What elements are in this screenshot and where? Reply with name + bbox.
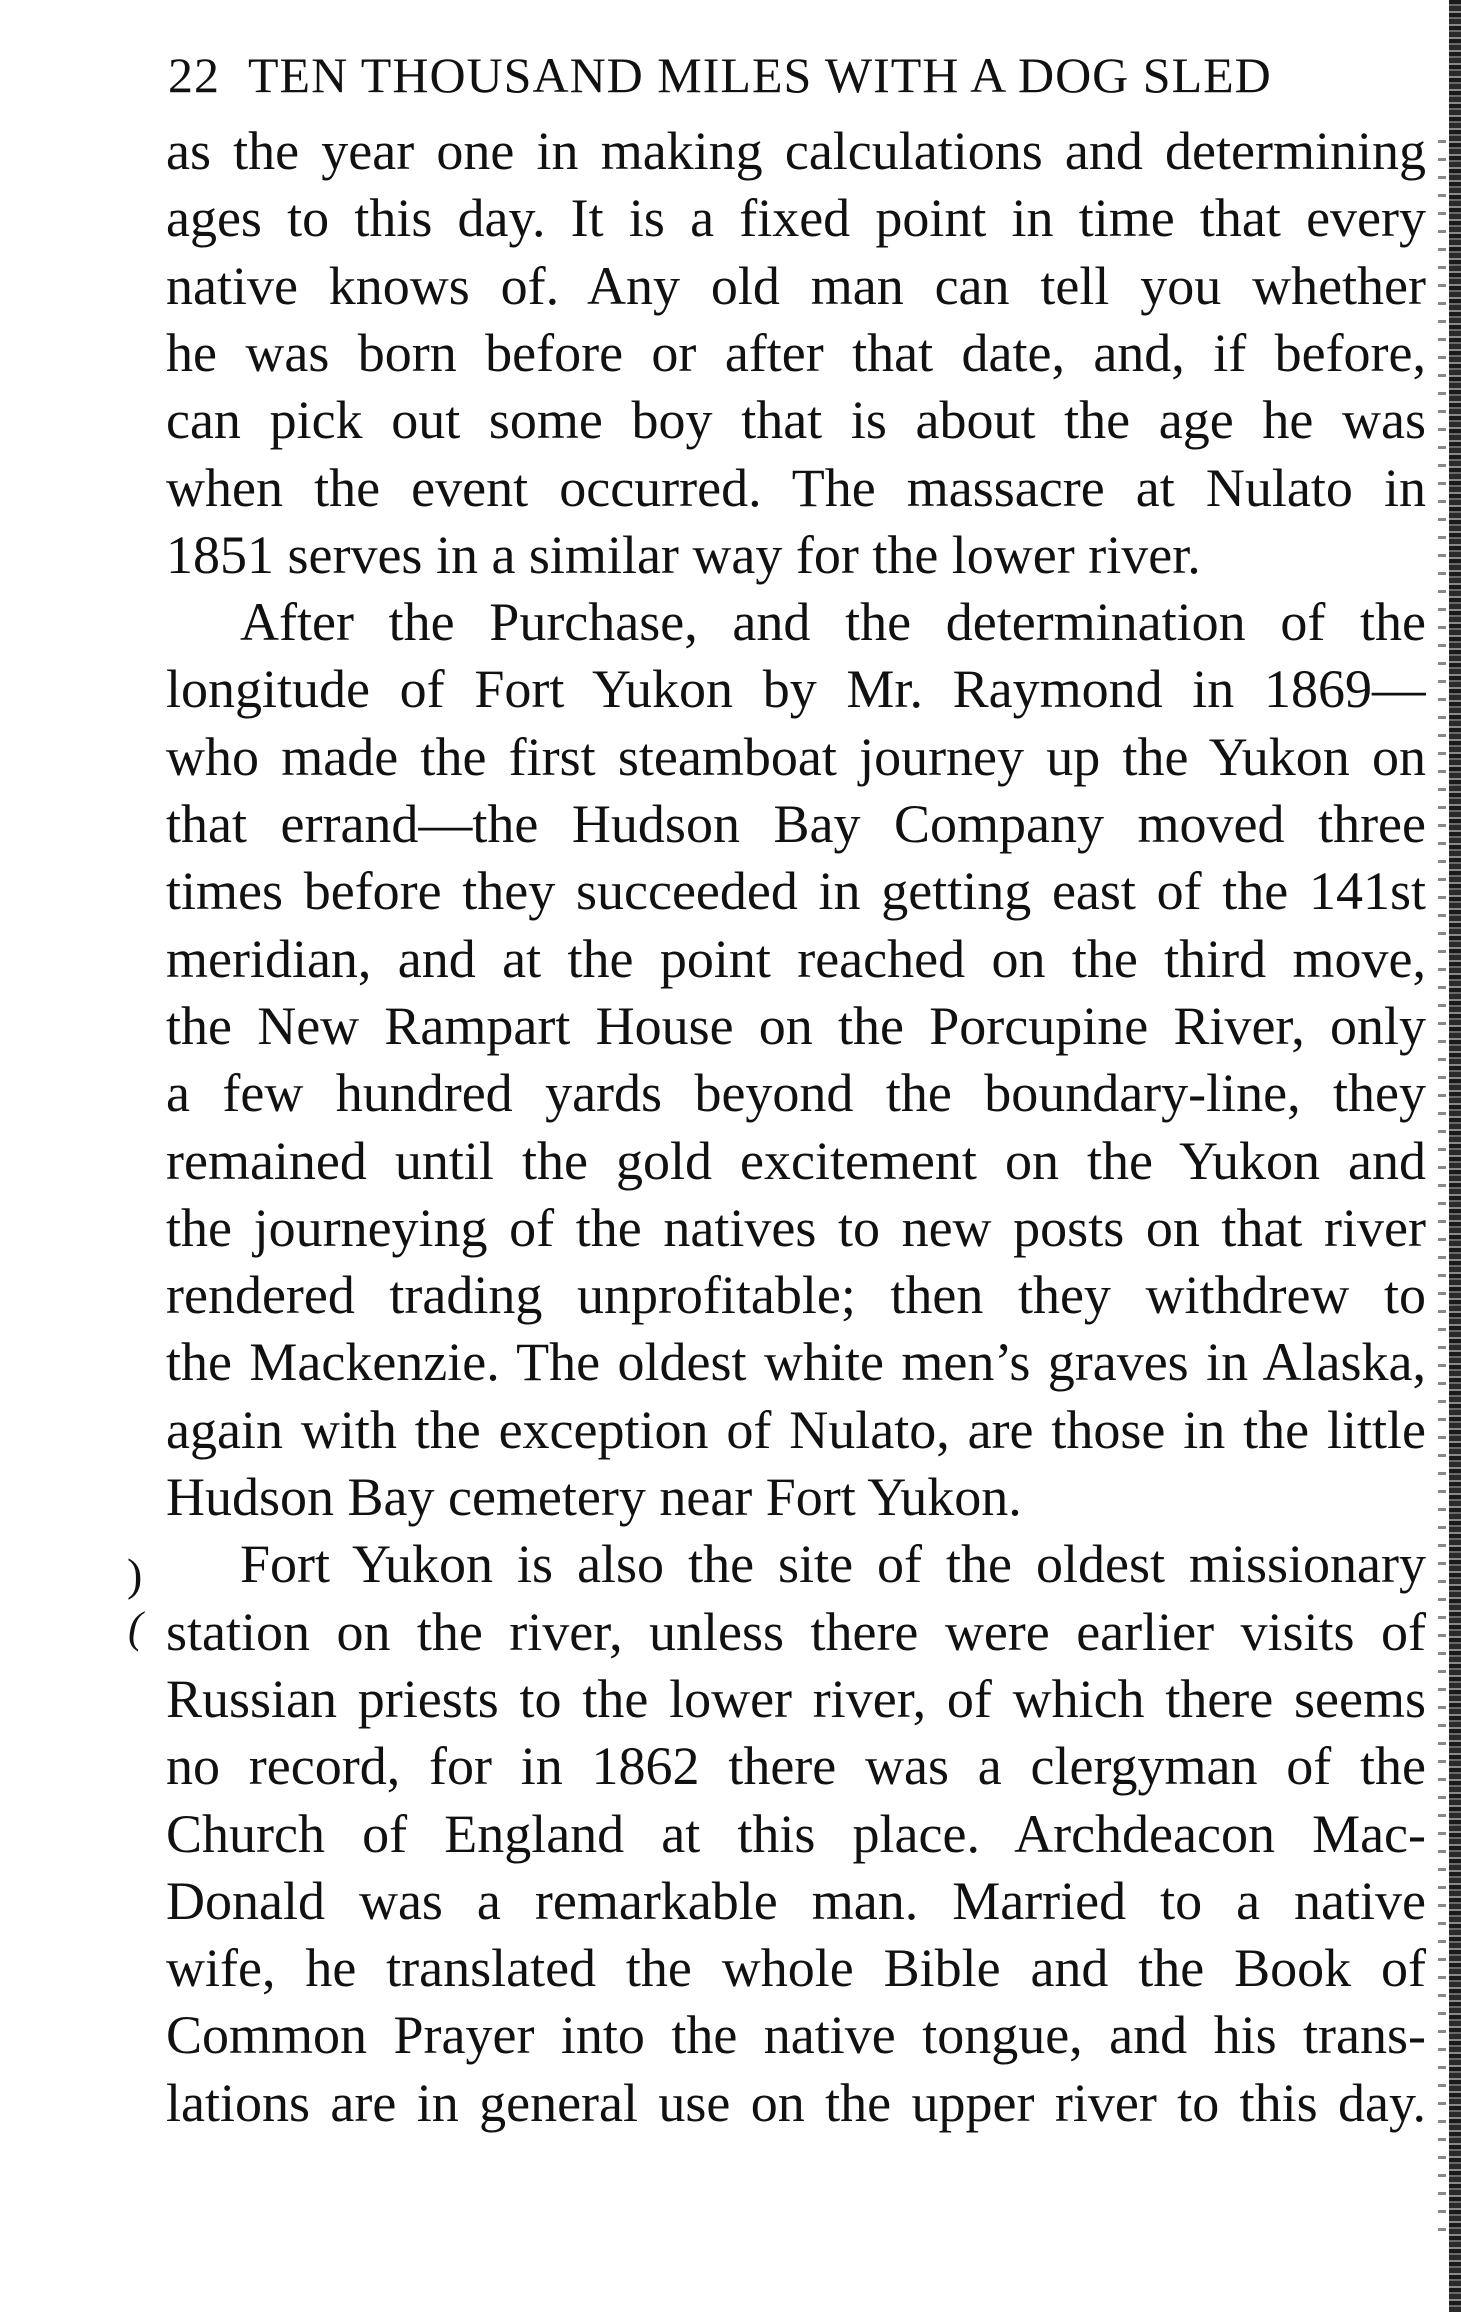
page-edge-shadow: [1438, 140, 1446, 2240]
text-line: longitude of Fort Yukon by Mr. Raymond in 1869—: [166, 659, 1426, 719]
text-line: Donald was a remarkable man. Married to a native: [166, 1871, 1426, 1931]
text-line: the New Rampart House on the Porcupine River, only: [166, 996, 1426, 1056]
text-line: native knows of. Any old man can tell you whether: [166, 256, 1426, 316]
text-line: After the Purchase, and the determination of the: [240, 592, 1426, 652]
text-line: that errand—the Hudson Bay Company moved three: [166, 794, 1426, 854]
text-line: meridian, and at the point reached on the third move,: [166, 929, 1426, 989]
text-line: as the year one in making calculations and determining: [166, 121, 1426, 181]
text-line: Common Prayer into the native tongue, and his trans-: [166, 2005, 1426, 2065]
text-line: wife, he translated the whole Bible and the Book of: [166, 1938, 1426, 1998]
margin-pencil-mark: (: [128, 1603, 143, 1652]
text-line: the journeying of the natives to new posts on that river: [166, 1198, 1426, 1258]
text-line: station on the river, unless there were earlier visits of: [166, 1602, 1426, 1662]
text-line: 1851 serves in a similar way for the lower river.: [166, 525, 1201, 585]
text-line: when the event occurred. The massacre at Nulato in: [166, 458, 1426, 518]
text-line: he was born before or after that date, and, if before,: [166, 323, 1426, 383]
text-line: lations are in general use on the upper river to this day.: [166, 2073, 1426, 2133]
page-edge-scan-artifact: [1449, 0, 1461, 2312]
text-line: remained until the gold excitement on the Yukon and: [166, 1131, 1426, 1191]
text-line: no record, for in 1862 there was a clergyman of the: [166, 1736, 1426, 1796]
text-line: Hudson Bay cemetery near Fort Yukon.: [166, 1467, 1022, 1527]
text-line: rendered trading unprofitable; then they withdrew to: [166, 1265, 1426, 1325]
text-line: ages to this day. It is a fixed point in time that every: [166, 188, 1426, 248]
text-line: who made the first steamboat journey up the Yukon on: [166, 727, 1426, 787]
page-number: 22: [168, 47, 220, 103]
text-line: a few hundred yards beyond the boundary-line, they: [166, 1063, 1426, 1123]
text-line: Fort Yukon is also the site of the oldest missionary: [240, 1534, 1426, 1594]
text-line: Church of England at this place. Archdeacon Mac-: [166, 1804, 1426, 1864]
text-line: times before they succeeded in getting east of the 141st: [166, 861, 1426, 921]
text-line: again with the exception of Nulato, are those in the little: [166, 1400, 1426, 1460]
text-line: the Mackenzie. The oldest white men’s graves in Alaska,: [166, 1332, 1426, 1392]
text-line: Russian priests to the lower river, of which there seems: [166, 1669, 1426, 1729]
running-header: [168, 46, 1358, 104]
running-title: TEN THOUSAND MILES WITH A DOG SLED: [248, 47, 1272, 103]
text-line: can pick out some boy that is about the age he was: [166, 390, 1426, 450]
margin-pencil-mark: ): [127, 1549, 143, 1600]
